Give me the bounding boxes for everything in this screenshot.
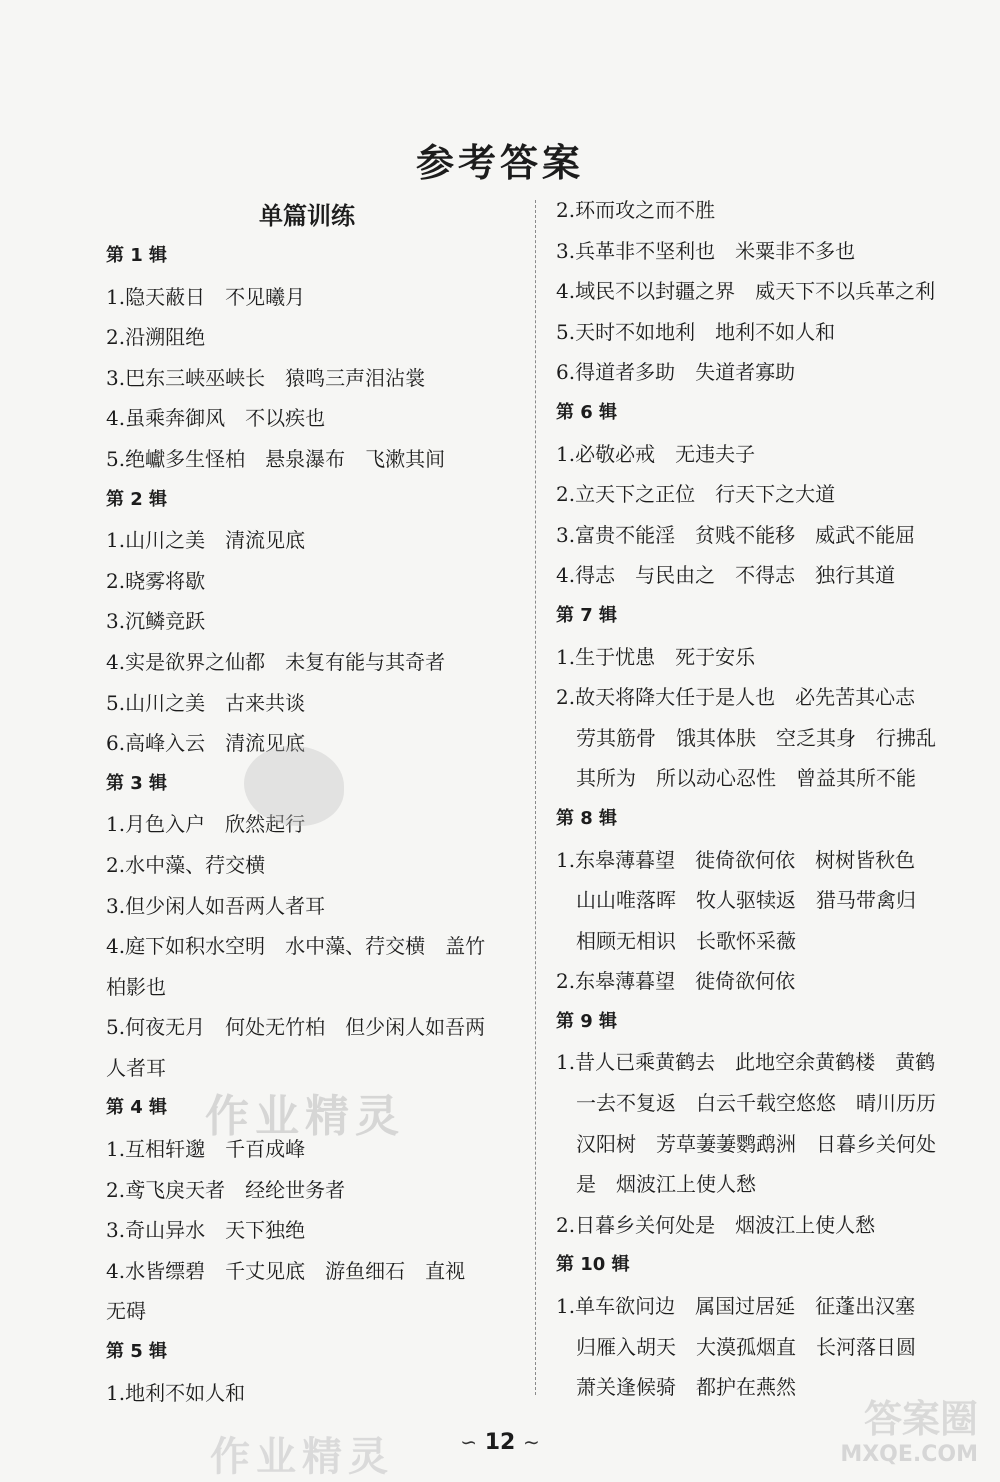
- page-title: 参考答案: [415, 141, 584, 185]
- answer-item: 3.富贵不能淫 贫贱不能移 威武不能屈: [556, 522, 916, 547]
- answer-item: 2.环而攻之而不胜: [556, 198, 716, 222]
- answer-item: 3.但少闲人如吾两人者耳: [106, 893, 326, 918]
- answer-item: 1.隐天蔽日 不见曦月: [106, 284, 306, 309]
- answer-group-heading: 第 6 辑: [556, 401, 618, 423]
- answer-item: 3.沉鳞竞跃: [106, 609, 206, 634]
- right-column: [556, 190, 976, 1408]
- watermark-logo: 答案圈: [863, 1397, 978, 1441]
- answer-group-heading: 第 8 辑: [556, 807, 618, 829]
- answer-group-heading: 第 3 辑: [106, 772, 168, 794]
- answer-item: 1.昔人已乘黄鹤去 此地空余黄鹤楼 黄鹤 一去不复返 白云千载空悠悠 晴川历历 汉阳树 芳草萋萋鹦鹉洲 日暮乡关何处 是 烟波江上使人愁: [556, 1050, 936, 1197]
- answer-item: 2.立天下之正位 行天下之大道: [556, 482, 836, 507]
- answer-item: 1.东皋薄暮望 徙倚欲何依 树树皆秋色 山山唯落晖 牧人驱犊返 猎马带禽归 相顾无相识 长歌怀采薇: [556, 847, 916, 953]
- answer-item: 3.兵革非不坚利也 米粟非不多也: [556, 238, 856, 263]
- watermark-text: 作业精灵: [205, 1091, 405, 1142]
- answer-group-heading: 第 10 辑: [556, 1254, 630, 1276]
- answer-item: 2.沿溯阻绝: [106, 325, 206, 350]
- answer-item: 4.域民不以封疆之界 威天下不以兵革之利: [556, 279, 936, 304]
- right-answer-groups: [556, 190, 976, 1408]
- answer-item: 3.巴东三峡巫峡长 猿鸣三声泪沾裳: [106, 365, 426, 390]
- answer-item: 2.日暮乡关何处是 烟波江上使人愁: [556, 1212, 876, 1237]
- ornament-right-icon: ∼: [522, 1430, 540, 1454]
- answer-item: 1.山川之美 清流见底: [106, 528, 306, 553]
- answer-group-heading: 第 4 辑: [106, 1097, 168, 1119]
- column-divider: [535, 200, 536, 1395]
- answer-item: 4.水皆缥碧 千丈见底 游鱼细石 直视 无碍: [106, 1258, 466, 1324]
- answer-item: 3.奇山异水 天下独绝: [106, 1218, 306, 1243]
- page-number-footer: [0, 1430, 1000, 1455]
- answer-item: 1.生于忧患 死于安乐: [556, 644, 756, 669]
- answer-item: 5.天时不如地利 地利不如人和: [556, 319, 836, 344]
- answer-item: 4.庭下如积水空明 水中藻、荇交横 盖竹 柏影也: [106, 934, 486, 999]
- answer-item: 6.高峰入云 清流见底: [106, 731, 306, 756]
- answer-item: 6.得道者多助 失道者寡助: [556, 360, 796, 385]
- page-number: 12: [484, 1430, 516, 1455]
- answer-item: 1.单车欲问边 属国过居延 征蓬出汉塞 归雁入胡天 大漠孤烟直 长河落日圆 萧关逢候骑 都护在燕然: [556, 1294, 916, 1400]
- answer-group-heading: 第 1 辑: [106, 245, 168, 266]
- answer-item: 2.故天将降大任于是人也 必先苦其心志 劳其筋骨 饿其体肤 空乏其身 行拂乱 其所为 所以动心忍性 曾益其所不能: [556, 685, 936, 791]
- answer-group-heading: 第 9 辑: [556, 1010, 618, 1032]
- answer-item: 2.晓雾将歇: [106, 568, 206, 593]
- answer-item: 1.互相轩邈 千百成峰: [106, 1137, 306, 1162]
- answer-item: 5.山川之美 古来共谈: [106, 690, 306, 715]
- answer-item: 4.虽乘奔御风 不以疾也: [106, 406, 326, 431]
- section-title: 单篇训练: [259, 202, 355, 230]
- answer-group-heading: 第 7 辑: [556, 604, 618, 626]
- answer-item: 2.东皋薄暮望 徙倚欲何依: [556, 969, 796, 994]
- answer-item: 5.何夜无月 何处无竹柏 但少闲人如吾两 人者耳: [106, 1015, 486, 1080]
- answer-item: 1.地利不如人和: [106, 1380, 246, 1405]
- ornament-left-icon: ∽: [460, 1430, 478, 1454]
- answer-group-heading: 第 2 辑: [106, 488, 168, 510]
- answer-item: 2.水中藻、荇交横: [106, 852, 266, 877]
- answer-item: 4.实是欲界之仙都 未复有能与其奇者: [106, 649, 446, 674]
- watermark-text: 作业精灵: [210, 1434, 394, 1480]
- answer-item: 4.得志 与民由之 不得志 独行其道: [556, 563, 896, 588]
- answer-item: 1.月色入户 欣然起行: [106, 812, 306, 837]
- answer-group-heading: 第 5 辑: [106, 1341, 168, 1363]
- answer-item: 5.绝巘多生怪柏 悬泉瀑布 飞漱其间: [106, 446, 446, 471]
- watermark-url: MXQE.COM: [840, 1442, 978, 1467]
- answer-item: 2.鸢飞戾天者 经纶世务者: [106, 1177, 346, 1202]
- answer-item: 1.必敬必戒 无违夫子: [556, 441, 756, 466]
